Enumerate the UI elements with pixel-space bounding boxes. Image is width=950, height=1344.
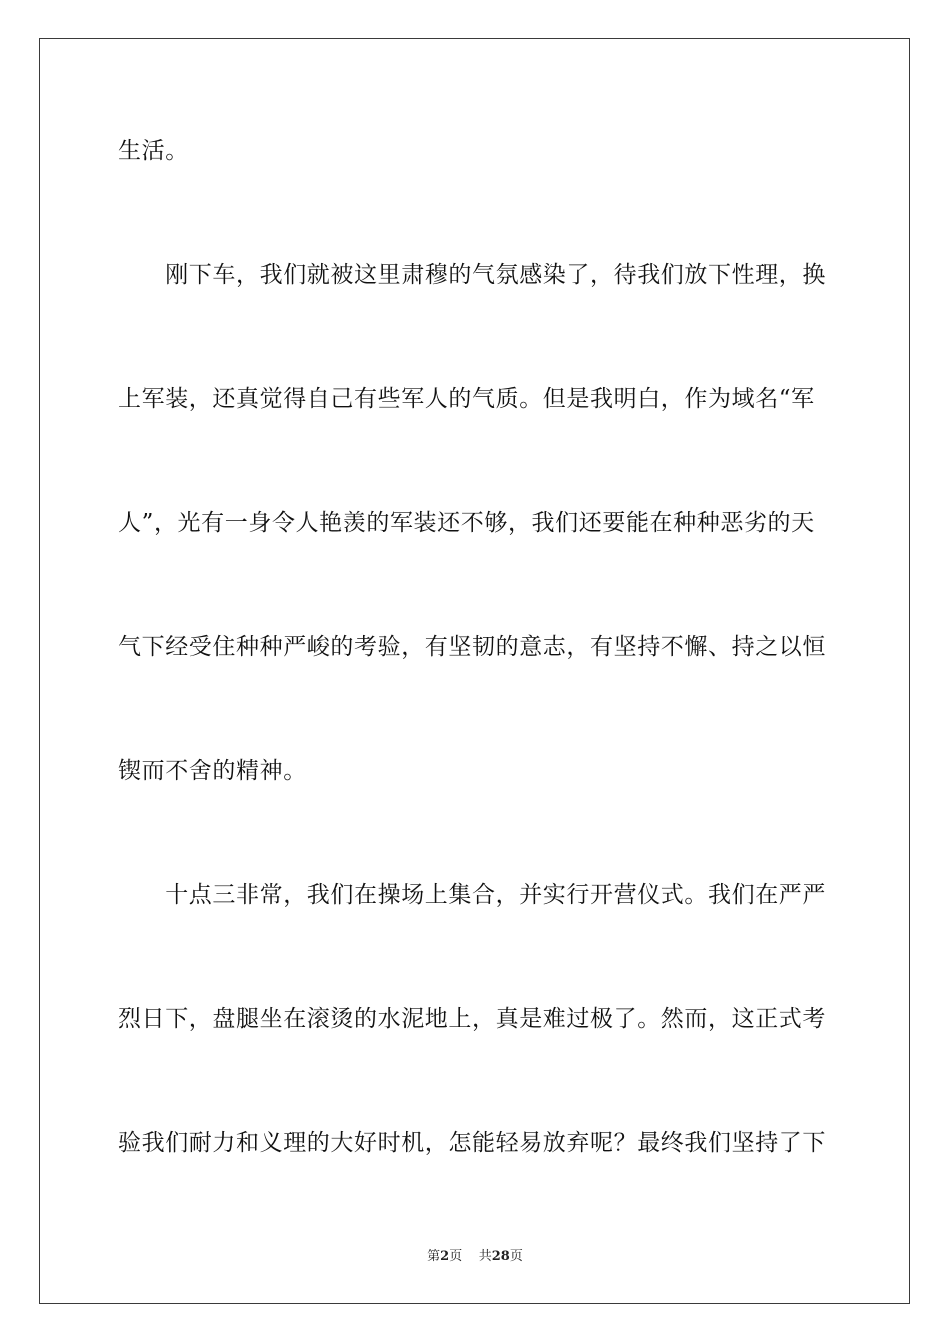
page-prefix: 第 xyxy=(427,1249,441,1264)
text-line: 验我们耐力和义理的大好时机，怎能轻易放弃呢？最终我们坚持了下 xyxy=(118,1130,826,1156)
page-number: 2 xyxy=(440,1249,450,1264)
total-prefix: 共 xyxy=(478,1249,492,1264)
total-suffix: 页 xyxy=(509,1249,523,1264)
text-line: 十点三非常，我们在操场上集合，并实行开营仪式。我们在严严 xyxy=(118,882,826,908)
text-line: 气下经受住种种严峻的考验，有坚韧的意志，有坚持不懈、持之以恒 xyxy=(118,634,826,660)
total-pages: 28 xyxy=(491,1249,510,1264)
text-line: 锲而不舍的精神。 xyxy=(118,758,307,784)
text-line: 烈日下，盘腿坐在滚烫的水泥地上，真是难过极了。然而，这正式考 xyxy=(118,1006,826,1032)
text-line: 生活。 xyxy=(118,138,189,164)
page-footer xyxy=(0,1248,950,1266)
text-line: 上军装，还真觉得自己有些军人的气质。但是我明白，作为域名“军 xyxy=(118,386,815,412)
text-line: 人”，光有一身令人艳羡的军装还不够，我们还要能在种种恶劣的天 xyxy=(118,510,815,536)
page-border xyxy=(39,38,910,1304)
text-line: 刚下车，我们就被这里肃穆的气氛感染了，待我们放下性理，换 xyxy=(118,262,826,288)
page-suffix: 页 xyxy=(449,1249,463,1264)
